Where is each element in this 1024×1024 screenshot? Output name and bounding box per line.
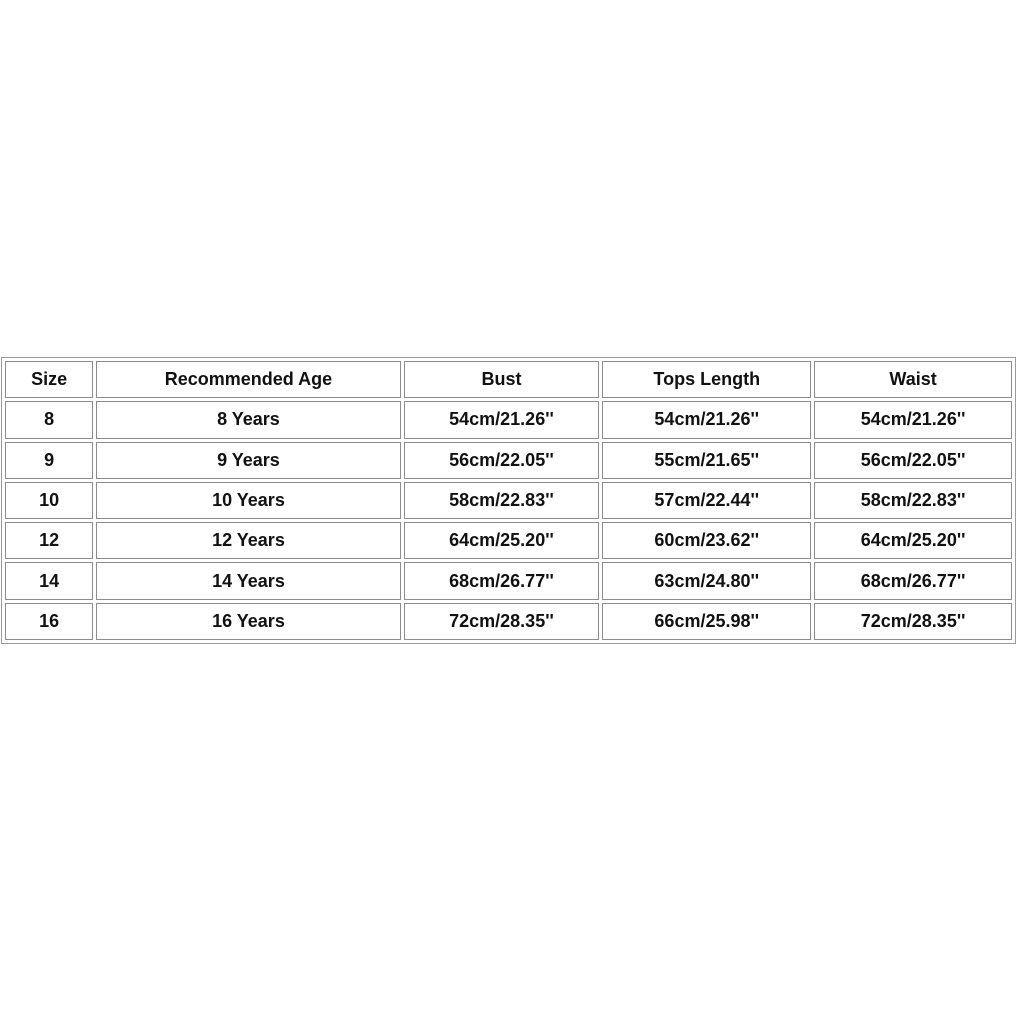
- cell-size: 16: [5, 603, 93, 640]
- cell-waist: 54cm/21.26'': [814, 401, 1012, 438]
- cell-size: 12: [5, 522, 93, 559]
- table-row: [5, 482, 1012, 519]
- cell-waist: 68cm/26.77'': [814, 562, 1012, 599]
- cell-waist: 64cm/25.20'': [814, 522, 1012, 559]
- header-recommended-age: Recommended Age: [96, 361, 400, 398]
- cell-bust: 54cm/21.26'': [404, 401, 600, 438]
- header-tops-length: Tops Length: [602, 361, 811, 398]
- table-row: [5, 401, 1012, 438]
- table-row: [5, 562, 1012, 599]
- cell-size: 9: [5, 442, 93, 479]
- cell-bust: 56cm/22.05'': [404, 442, 600, 479]
- cell-recommended-age: 12 Years: [96, 522, 400, 559]
- cell-size: 14: [5, 562, 93, 599]
- header-waist: Waist: [814, 361, 1012, 398]
- cell-tops-length: 54cm/21.26'': [602, 401, 811, 438]
- cell-tops-length: 60cm/23.62'': [602, 522, 811, 559]
- table-row: [5, 522, 1012, 559]
- size-chart-table: [1, 357, 1016, 644]
- cell-bust: 68cm/26.77'': [404, 562, 600, 599]
- cell-waist: 56cm/22.05'': [814, 442, 1012, 479]
- cell-recommended-age: 14 Years: [96, 562, 400, 599]
- cell-tops-length: 57cm/22.44'': [602, 482, 811, 519]
- cell-tops-length: 55cm/21.65'': [602, 442, 811, 479]
- cell-recommended-age: 8 Years: [96, 401, 400, 438]
- header-size: Size: [5, 361, 93, 398]
- cell-recommended-age: 10 Years: [96, 482, 400, 519]
- table-row: [5, 442, 1012, 479]
- cell-tops-length: 63cm/24.80'': [602, 562, 811, 599]
- cell-size: 10: [5, 482, 93, 519]
- cell-waist: 72cm/28.35'': [814, 603, 1012, 640]
- cell-size: 8: [5, 401, 93, 438]
- table-header-row: [5, 361, 1012, 398]
- cell-bust: 64cm/25.20'': [404, 522, 600, 559]
- cell-bust: 72cm/28.35'': [404, 603, 600, 640]
- cell-bust: 58cm/22.83'': [404, 482, 600, 519]
- cell-tops-length: 66cm/25.98'': [602, 603, 811, 640]
- header-bust: Bust: [404, 361, 600, 398]
- cell-waist: 58cm/22.83'': [814, 482, 1012, 519]
- table-row: [5, 603, 1012, 640]
- cell-recommended-age: 16 Years: [96, 603, 400, 640]
- cell-recommended-age: 9 Years: [96, 442, 400, 479]
